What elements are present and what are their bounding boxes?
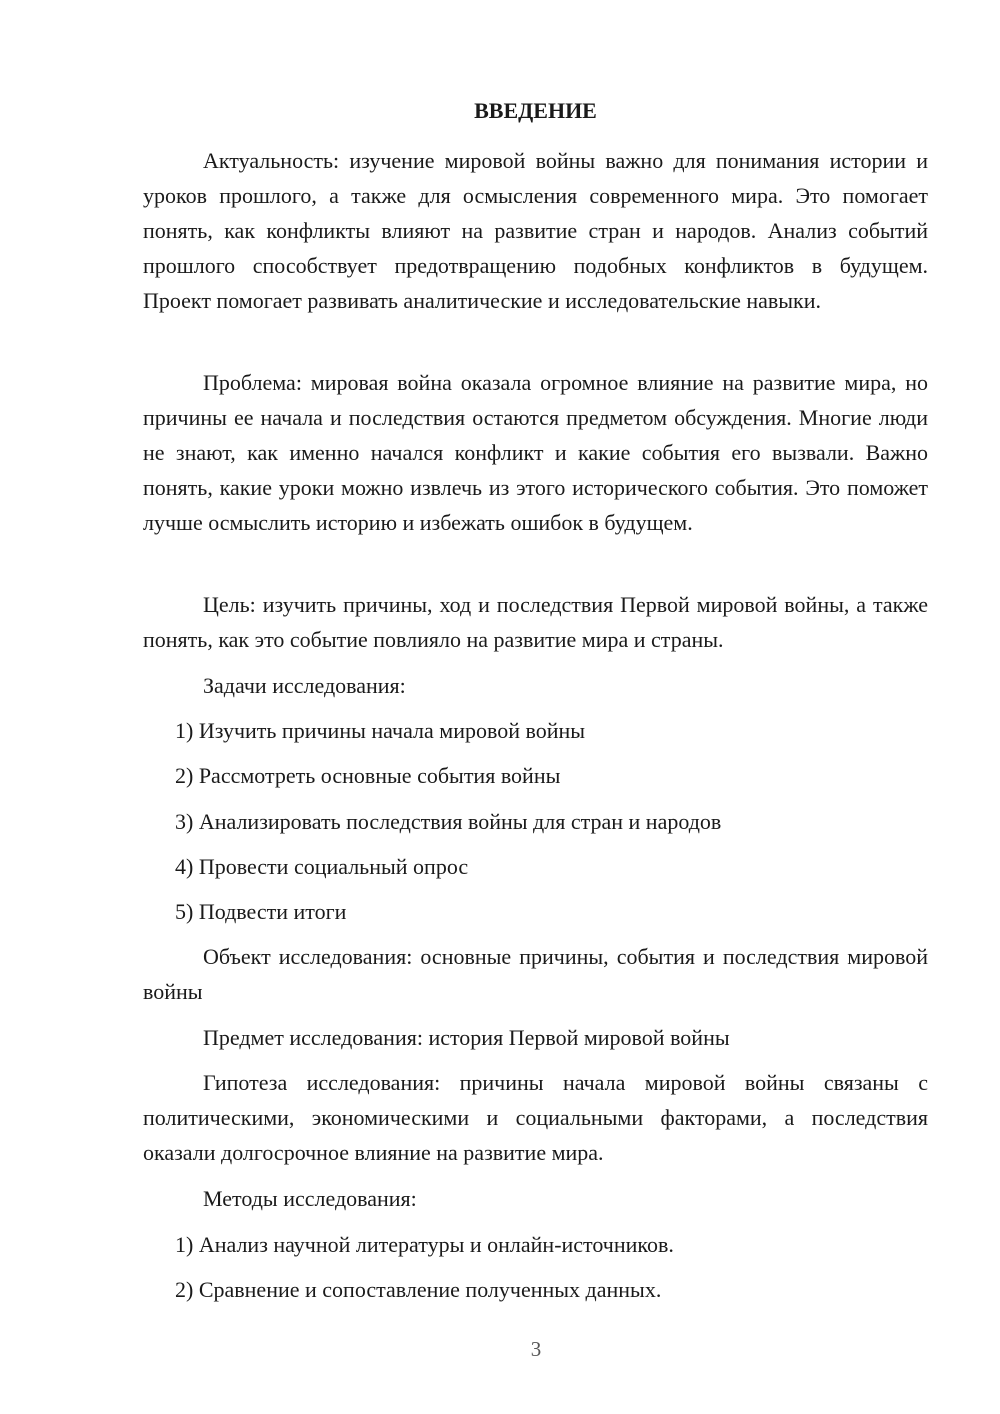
page-number: 3 bbox=[530, 1337, 542, 1361]
method-item: 2) Сравнение и сопоставление полученных данных. bbox=[175, 1277, 662, 1302]
task-item: 3) Анализировать последствия войны для стран и народов bbox=[175, 809, 722, 834]
task-item: 1) Изучить причины начала мировой войны bbox=[175, 718, 586, 743]
section-title: ВВЕДЕНИЕ bbox=[474, 98, 597, 123]
problem-paragraph: Проблема: мировая война оказала огромное влияние на развитие мира, но причины ее начала и последствия остаются предметом обсуждения. Многие люди не знают, как именно начался конфликт и какие события его вызвали. Важно понять, какие уроки можно извлечь из этого исторического события. Это поможет лучше осмыслить историю и избежать ошибок в будущем. bbox=[143, 370, 928, 535]
tasks-heading: Задачи исследования: bbox=[203, 673, 406, 698]
hypothesis-paragraph: Гипотеза исследования: причины начала мировой войны связаны с политическими, экономическими и социальными факторами, а последствия оказали долгосрочное влияние на развитие мира. bbox=[143, 1070, 928, 1165]
task-item: 2) Рассмотреть основные события войны bbox=[175, 763, 561, 788]
subject-paragraph: Предмет исследования: история Первой мировой войны bbox=[203, 1025, 730, 1050]
goal-paragraph: Цель: изучить причины, ход и последствия Первой мировой войны, а также понять, как это событие повлияло на развитие мира и страны. bbox=[143, 592, 928, 652]
task-item: 4) Провести социальный опрос bbox=[175, 854, 469, 879]
relevance-paragraph: Актуальность: изучение мировой войны важно для понимания истории и уроков прошлого, а также для осмысления современного мира. Это помогает понять, как конфликты влияют на развитие стран и народов. Анализ событий прошлого способствует предотвращению подобных конфликтов в будущем. Проект помогает развивать аналитические и исследовательские навыки. bbox=[143, 148, 928, 313]
methods-heading: Методы исследования: bbox=[203, 1186, 417, 1211]
object-paragraph: Объект исследования: основные причины, события и последствия мировой войны bbox=[143, 944, 928, 1004]
method-item: 1) Анализ научной литературы и онлайн-источников. bbox=[175, 1232, 674, 1257]
task-item: 5) Подвести итоги bbox=[175, 899, 347, 924]
